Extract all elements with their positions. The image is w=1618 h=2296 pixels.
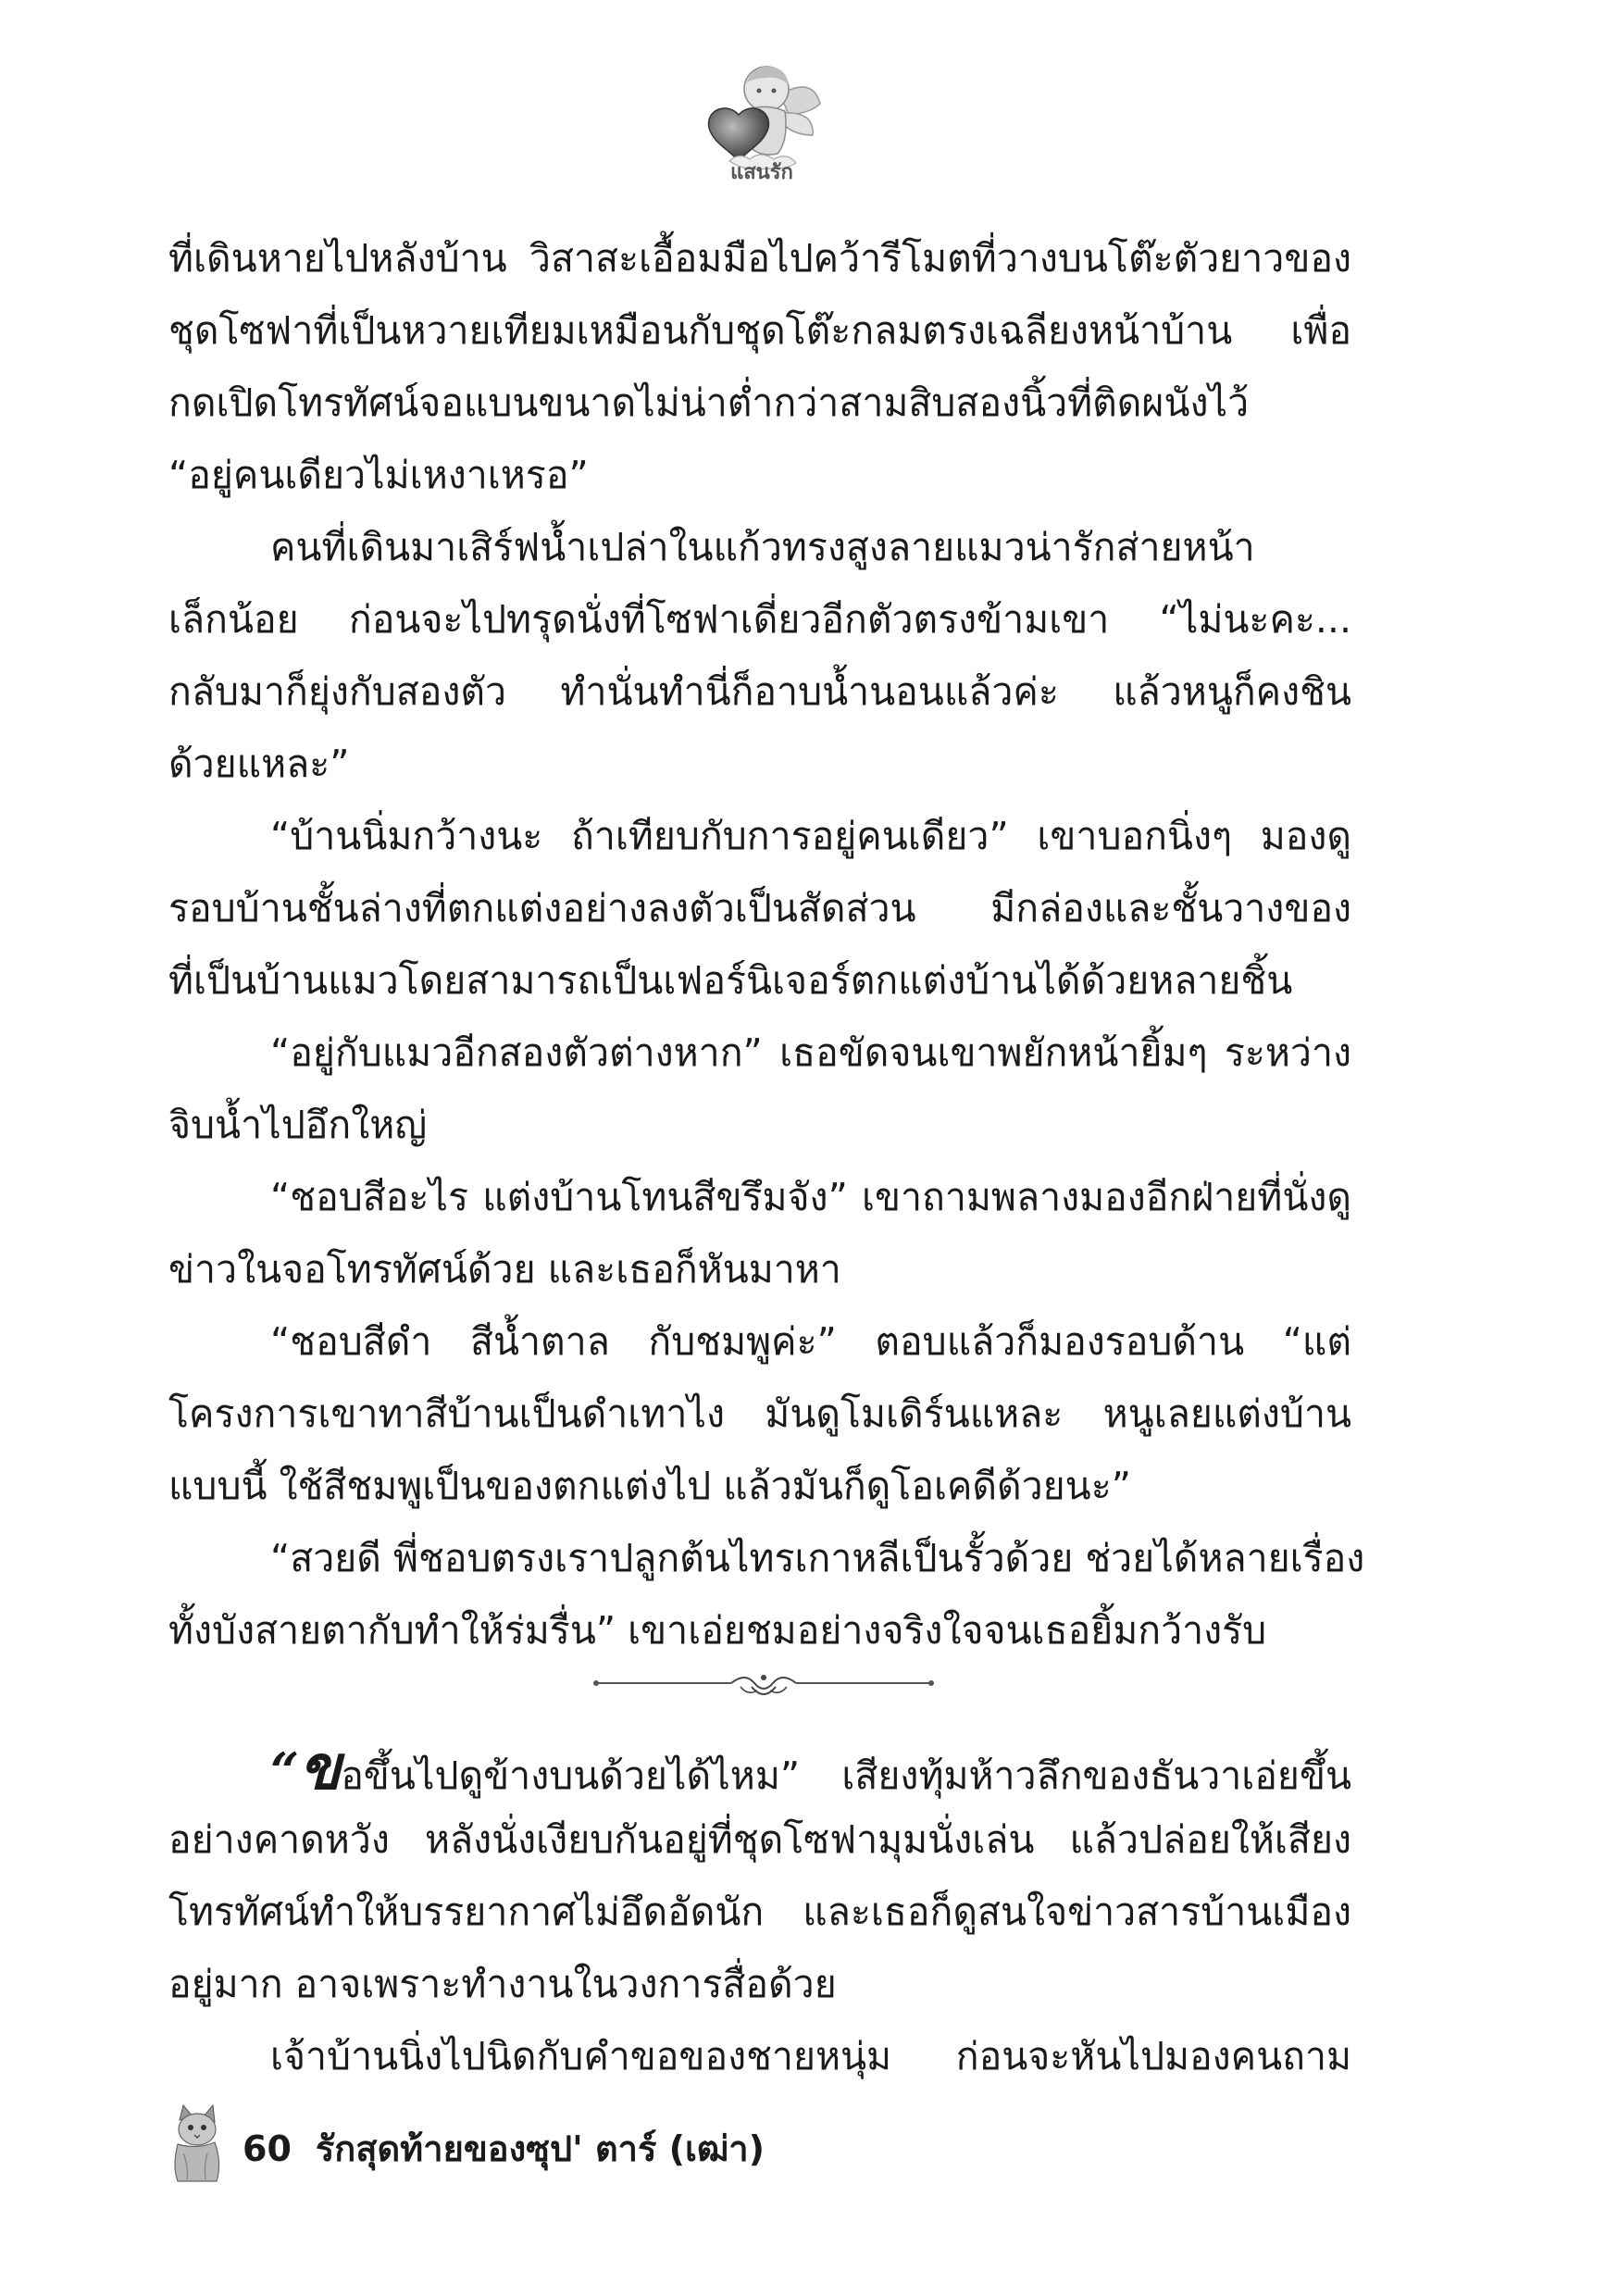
text-line: เล็กน้อย ก่อนจะไปทรุดนั่งที่โซฟาเดี่ยวอีกตัวตรงข้ามเขา “ไม่นะคะ... (168, 597, 1351, 642)
dropcap-line (168, 1731, 1351, 1803)
text-line: ชุดโซฟาที่เป็นหวายเทียมเหมือนกับชุดโต๊ะกลมตรงเฉลียงหน้าบ้าน เพื่อ (168, 308, 1351, 353)
dropcap-rest: อขึ้นไปดูข้างบนด้วยได้ไหม” เสียงทุ้มห้าวลึกของธันวาเอ่ยขึ้น (341, 1753, 1351, 1798)
text-block-bottom (168, 1731, 1351, 2092)
dropcap-letter: ข (299, 1731, 342, 1803)
text-line: กดเปิดโทรทัศน์จอแบนขนาดไม่น่าต่ำกว่าสามสิบสองนิ้วที่ติดผนังไว้ (168, 381, 1250, 425)
ornament-divider-icon (592, 1666, 935, 1703)
text-block-top (168, 222, 1365, 1666)
text-line: “สวยดี พี่ชอบตรงเราปลูกต้นไทรเกาหลีเป็นรั้วด้วย ช่วยได้หลายเรื่อง (270, 1536, 1365, 1580)
text-line: ด้วยแหละ” (168, 742, 350, 786)
logo-caption: แสนรัก (730, 161, 793, 184)
text-line: ที่เดินหายไปหลังบ้าน วิสาสะเอื้อมมือไปคว้ารีโมตที่วางบนโต๊ะตัวยาวของ (168, 236, 1351, 281)
page-footer (243, 2120, 765, 2177)
text-line: โทรทัศน์ทำให้บรรยากาศไม่อึดอัดนัก และเธอก็ดูสนใจข่าวสารบ้านเมือง (168, 1890, 1351, 1934)
text-line: จิบน้ำไปอึกใหญ่ (168, 1103, 428, 1147)
text-line: “อยู่กับแมวอีกสองตัวต่างหาก” เธอขัดจนเขาพยักหน้ายิ้มๆ ระหว่าง (270, 1030, 1351, 1075)
text-line: “อยู่คนเดียวไม่เหงาเหรอ” (168, 453, 589, 497)
text-line: “บ้านนิ่มกว้างนะ ถ้าเทียบกับการอยู่คนเดียว” เขาบอกนิ่งๆ มองดู (270, 814, 1351, 858)
text-line: เจ้าบ้านนิ่งไปนิดกับคำขอของชายหนุ่ม ก่อนจะหันไปมองคนถาม (270, 2034, 1351, 2078)
text-line: แบบนี้ ใช้สีชมพูเป็นของตกแต่งไป แล้วมันก็ดูโอเคดีด้วยนะ” (168, 1464, 1131, 1508)
text-line: โครงการเขาทาสีบ้านเป็นดำเทาไง มันดูโมเดิร์นแหละ หนูเลยแต่งบ้าน (168, 1391, 1351, 1436)
text-line: รอบบ้านชั้นล่างที่ตกแต่งอย่างลงตัวเป็นสัดส่วน มีกล่องและชั้นวางของ (168, 886, 1351, 930)
text-line: อยู่มาก อาจเพราะทำงานในวงการสื่อด้วย (168, 1962, 837, 2006)
text-line: ทั้งบังสายตากับทำให้ร่มรื่น” เขาเอ่ยชมอย่างจริงใจจนเธอยิ้มกว้างรับ (168, 1608, 1267, 1653)
dropcap-quote: “ (270, 1741, 300, 1801)
text-line: คนที่เดินมาเสิร์ฟน้ำเปล่าในแก้วทรงสูงลายแมวน่ารักส่ายหน้า (270, 525, 1255, 569)
text-line: ข่าวในจอโทรทัศน์ด้วย และเธอก็หันมาหา (168, 1247, 841, 1292)
text-line: ที่เป็นบ้านแมวโดยสามารถเป็นเฟอร์นิเจอร์ตกแต่งบ้านได้ด้วยหลายชิ้น (168, 958, 1293, 1003)
text-line: “ชอบสีอะไร แต่งบ้านโทนสีขรึมจัง” เขาถามพลางมองอีกฝ่ายที่นั่งดู (270, 1175, 1351, 1219)
page-number: 60 (243, 2128, 292, 2169)
text-line: กลับมาก็ยุ่งกับสองตัว ทำนั่นทำนี่ก็อาบน้ำนอนแล้วค่ะ แล้วหนูก็คงชิน (168, 669, 1351, 714)
book-title: รักสุดท้ายของซุป' ตาร์ (เฒ่า) (315, 2128, 765, 2169)
text-line: “ชอบสีดำ สีน้ำตาล กับชมพูค่ะ” ตอบแล้วก็มองรอบด้าน “แต่ (270, 1319, 1351, 1364)
kitten-icon (163, 2102, 228, 2185)
text-line: อย่างคาดหวัง หลังนั่งเงียบกันอยู่ที่ชุดโซฟามุมนั่งเล่น แล้วปล่อยให้เสียง (168, 1817, 1351, 1862)
